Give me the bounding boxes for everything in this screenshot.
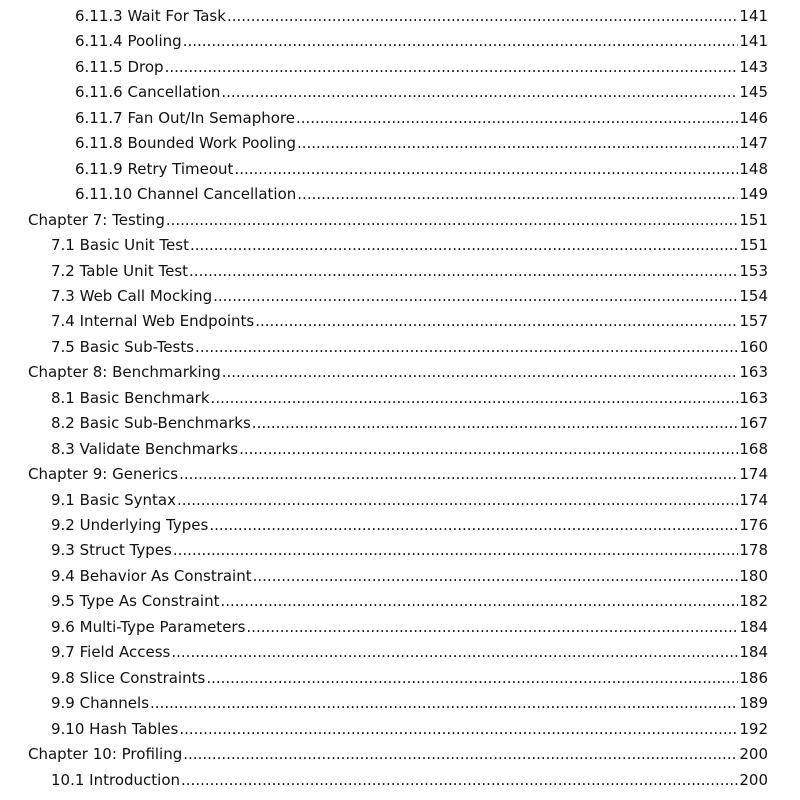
toc-entry-page-number: 176 [739,516,768,534]
toc-entry-page-number: 163 [739,363,768,382]
toc-entry[interactable] [75,81,768,103]
toc-entry-title: 8.1 Basic Benchmark [51,388,210,407]
toc-entry-title: 6.11.7 Fan Out/In Semaphore [75,108,295,127]
toc-entry-page-number: 151 [739,236,768,255]
dot-leader [183,743,738,765]
dot-leader [252,412,739,434]
dot-leader [189,260,738,282]
toc-entry-page-number: 149 [739,185,768,204]
toc-entry[interactable] [28,463,768,485]
toc-entry-title: 9.6 Multi-Type Parameters [51,617,246,636]
toc-entry[interactable] [51,310,768,332]
toc-entry[interactable] [51,514,768,536]
toc-entry[interactable] [28,361,768,383]
dot-leader [190,234,738,256]
dot-leader [213,285,738,307]
dot-leader [181,769,738,791]
toc-entry[interactable] [75,56,768,78]
toc-entry-page-number: 163 [739,388,768,407]
toc-entry[interactable] [51,641,768,663]
toc-entry-title: 9.8 Slice Constraints [51,668,206,687]
dot-leader [179,718,738,740]
toc-entry[interactable] [51,260,768,282]
toc-entry-page-number: 141 [739,7,768,25]
toc-entry[interactable] [51,285,768,307]
toc-entry-page-number: 192 [739,719,768,738]
dot-leader [220,590,738,612]
toc-entry-page-number: 146 [739,108,768,127]
toc-entry-page-number: 186 [739,668,768,687]
toc-entry-title: 7.5 Basic Sub-Tests [51,337,195,356]
toc-entry-title: 6.11.3 Wait For Task [75,7,226,25]
toc-entry-title: Chapter 10: Profiling [28,745,183,764]
toc-entry-page-number: 154 [739,286,768,305]
toc-entry-page-number: 200 [739,745,768,764]
dot-leader [209,514,738,536]
toc-entry-title: 10.1 Introduction [51,770,181,789]
toc-entry[interactable] [28,743,768,765]
toc-entry[interactable] [51,616,768,638]
toc-entry-page-number: 145 [739,83,768,102]
toc-entry-title: 7.2 Table Unit Test [51,261,189,280]
toc-entry-title: 6.11.5 Drop [75,57,164,76]
toc-entry-page-number: 141 [739,32,768,51]
toc-entry-page-number: 143 [739,57,768,76]
dot-leader [195,336,738,358]
toc-entry-page-number: 151 [739,210,768,229]
dot-leader [165,56,739,78]
toc-entry-title: 8.2 Basic Sub-Benchmarks [51,414,251,433]
toc-entry-page-number: 184 [739,617,768,636]
toc-entry-page-number: 160 [739,337,768,356]
toc-entry-title: 9.10 Hash Tables [51,719,179,738]
dot-leader [173,539,738,561]
toc-entry-page-number: 182 [739,592,768,611]
dot-leader [255,310,738,332]
toc-entry[interactable] [51,234,768,256]
toc-entry-page-number: 180 [739,566,768,585]
toc-entry[interactable] [51,590,768,612]
toc-entry[interactable] [51,438,768,460]
dot-leader [297,132,738,154]
toc-entry[interactable] [51,667,768,689]
toc-entry[interactable] [51,539,768,561]
toc-entry-title: Chapter 8: Benchmarking [28,363,221,382]
toc-entry-page-number: 168 [739,439,768,458]
dot-leader [171,641,738,663]
toc-entry[interactable] [75,107,768,129]
toc-entry-page-number: 147 [739,134,768,153]
toc-entry-page-number: 153 [739,261,768,280]
toc-entry[interactable] [51,565,768,587]
dot-leader [234,158,738,180]
dot-leader [222,361,739,383]
toc-entry-title: 9.5 Type As Constraint [51,592,220,611]
toc-entry-title: Chapter 9: Generics [28,465,179,484]
toc-entry-title: 9.1 Basic Syntax [51,490,176,509]
toc-entry-title: 7.4 Internal Web Endpoints [51,312,255,331]
toc-entry-title: 6.11.10 Channel Cancellation [75,185,297,204]
dot-leader [150,692,738,714]
dot-leader [239,438,738,460]
toc-entry[interactable] [51,489,768,511]
dot-leader [166,209,739,231]
dot-leader [296,107,738,129]
toc-entry-page-number: 174 [739,465,768,484]
toc-entry[interactable] [51,387,768,409]
dot-leader [206,667,738,689]
toc-entry[interactable] [51,769,768,791]
toc-entry-page-number: 167 [739,414,768,433]
toc-entry[interactable] [75,5,768,27]
toc-entry-title: 9.9 Channels [51,694,150,713]
toc-entry-page-number: 184 [739,643,768,662]
toc-entry-title: 7.3 Web Call Mocking [51,286,213,305]
toc-entry-title: 7.1 Basic Unit Test [51,236,189,255]
dot-leader [227,5,738,27]
toc-entry[interactable] [28,209,768,231]
dot-leader [177,489,738,511]
toc-entry-title: 9.7 Field Access [51,643,171,662]
dot-leader [211,387,739,409]
toc-entry-page-number: 174 [739,490,768,509]
dot-leader [246,616,738,638]
dot-leader [183,30,739,52]
toc-entry-page-number: 178 [739,541,768,560]
dot-leader [253,565,739,587]
toc-entry-page-number: 157 [739,312,768,331]
dot-leader [297,183,738,205]
toc-entry[interactable] [75,132,768,154]
toc-entry-page-number: 148 [739,159,768,178]
toc-entry[interactable] [75,183,768,205]
toc-entry-title: 8.3 Validate Benchmarks [51,439,239,458]
toc-entry-title: Chapter 7: Testing [28,210,165,229]
dot-leader [221,81,738,103]
toc-entry-title: 9.4 Behavior As Constraint [51,566,252,585]
toc-entry[interactable] [75,30,768,52]
toc-entry[interactable] [51,692,768,714]
toc-entry-title: 9.3 Struct Types [51,541,172,560]
toc-entry-title: 9.2 Underlying Types [51,516,209,534]
toc-entry-title: 6.11.9 Retry Timeout [75,159,234,178]
toc-entry-title: 6.11.4 Pooling [75,32,182,51]
toc-entry[interactable] [51,718,768,740]
dot-leader [179,463,738,485]
toc-entry-title: 6.11.8 Bounded Work Pooling [75,134,296,153]
toc-entry-page-number: 200 [739,770,768,789]
toc-entry[interactable] [75,158,768,180]
toc-entry-title: 6.11.6 Cancellation [75,83,221,102]
toc-entry[interactable] [51,336,768,358]
toc-entry[interactable] [51,412,768,434]
toc-entry-page-number: 189 [739,694,768,713]
